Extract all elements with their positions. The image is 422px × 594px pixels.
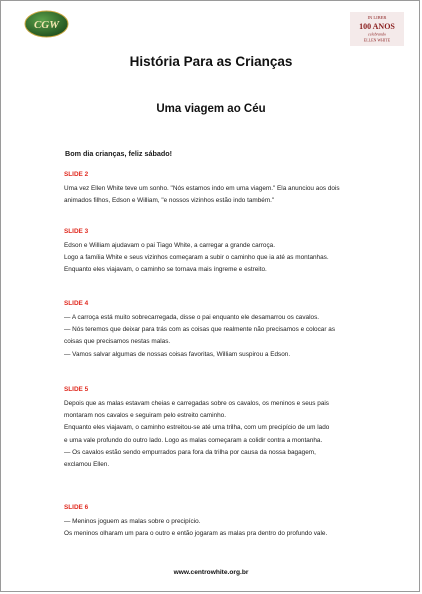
slide-label: SLIDE 6 — [64, 504, 89, 511]
paragraph-line: montaram nos cavalos e seguiram pelo estreito caminho. — [64, 412, 226, 420]
svg-text:CGW: CGW — [33, 19, 60, 31]
paragraph-line: Logo a família White e seus vizinhos começaram a subir o caminho que ia até as montanhas. — [64, 254, 329, 262]
svg-text:celebrando: celebrando — [368, 31, 386, 37]
svg-text:ELLEN WHITE: ELLEN WHITE — [363, 37, 391, 43]
paragraph-line: — Meninos joguem as malas sobre o precipício. — [64, 518, 201, 525]
paragraph-line: Edson e William ajudavam o pai Tiago White, a carregar a grande carroça. — [64, 242, 275, 249]
slide-section — [64, 504, 369, 540]
slide-label: SLIDE 5 — [64, 386, 89, 393]
paragraph-line: Uma vez Ellen White teve um sonho. "Nós estamos indo em uma viagem." Ela anunciou aos dois — [64, 185, 340, 192]
slide-section — [64, 171, 369, 207]
slide-label: SLIDE 3 — [64, 228, 89, 235]
slide-section — [64, 386, 369, 471]
centenary-logo — [350, 12, 404, 46]
slide-section — [64, 300, 369, 361]
slide-label: SLIDE 2 — [64, 171, 89, 178]
story-subtitle: Uma viagem ao Céu — [156, 103, 266, 115]
paragraph-line: Depois que as malas estavam cheias e carregadas sobre os cavalos, os meninos e seus pais — [64, 400, 329, 407]
paragraph-line: exclamou Ellen. — [64, 461, 110, 469]
cgw-logo — [24, 10, 69, 38]
paragraph-line: — A carroça está muito sobrecarregada, disse o pai enquanto ele desamarrou os cavalos. — [64, 314, 320, 321]
paragraph-line: — Os cavalos estão sendo empurrados para fora da trilha por causa da nossa bagagem, — [64, 448, 316, 456]
slide-label: SLIDE 4 — [64, 300, 89, 307]
paragraph-line: Enquanto eles viajavam, o caminho se tornava mais íngreme e estreito. — [64, 266, 267, 274]
paragraph-line: coisas que precisamos nestas malas. — [64, 338, 171, 346]
svg-text:IN LIBER: IN LIBER — [367, 15, 387, 20]
paragraph-line: — Vamos salvar algumas de nossas coisas favoritas, William suspirou a Edson. — [64, 350, 291, 358]
footer-url: www.centrowhite.org.br — [173, 569, 249, 576]
paragraph-line: — Nós teremos que deixar para trás com as coisas que realmente não precisamos e colocar as — [64, 326, 336, 334]
page-title: História Para as Crianças — [129, 54, 293, 69]
paragraph-line: Os meninos olharam um para o outro e então jogaram as malas pra dentro do profundo vale. — [64, 530, 328, 538]
paragraph-line: Enquanto eles viajavam, o caminho estreitou-se até uma trilha, com um precipício de um lado — [64, 424, 330, 432]
paragraph-line: animados filhos, Edson e William, "e nossos vizinhos estão indo também." — [64, 197, 275, 205]
greeting-text: Bom dia crianças, feliz sábado! — [65, 149, 173, 158]
paragraph-line: e uma vale profundo do outro lado. Logo as malas começaram a colidir contra a montanha. — [64, 436, 323, 444]
svg-text:100 ANOS: 100 ANOS — [359, 22, 395, 31]
slide-section — [64, 228, 369, 277]
